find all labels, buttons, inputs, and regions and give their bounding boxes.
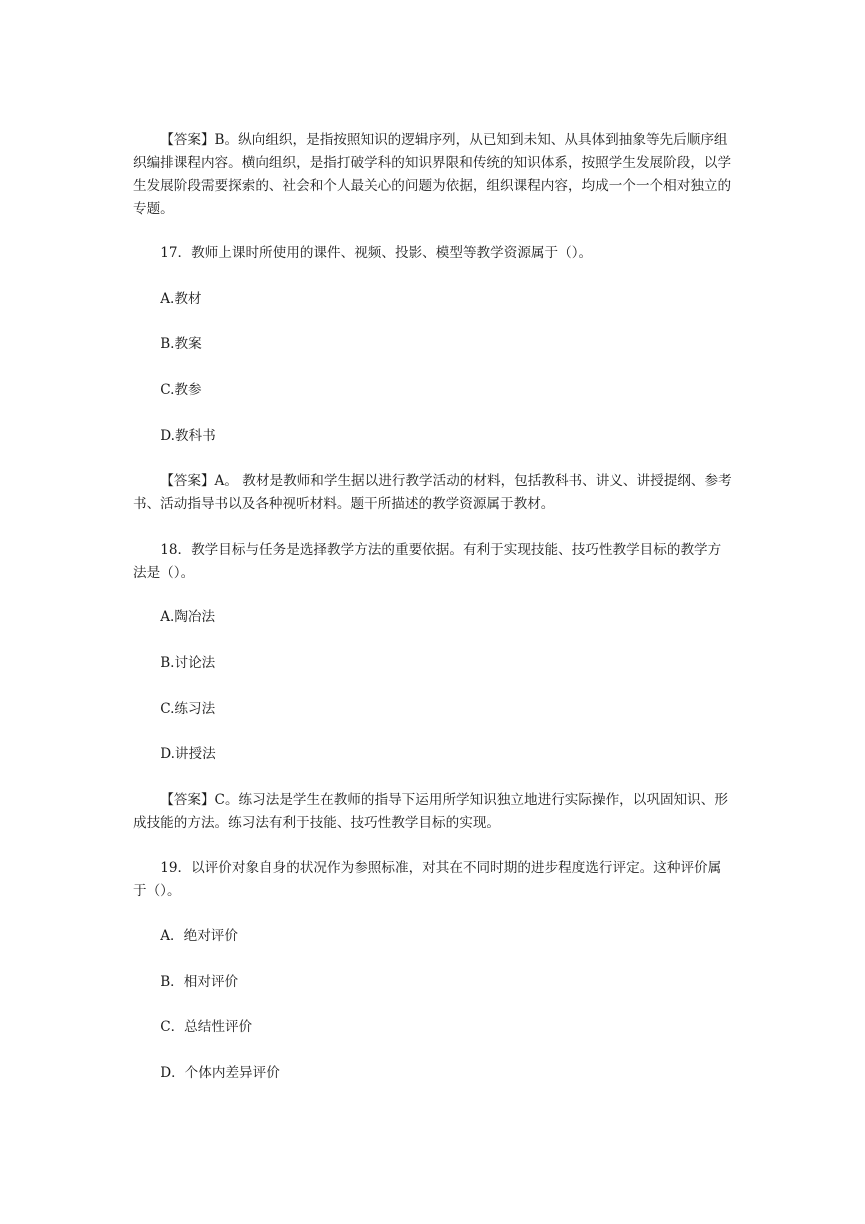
question-17-option-b: B.教案 bbox=[160, 336, 202, 352]
question-19-option-c: C．总结性评价 bbox=[160, 1019, 253, 1035]
answer-18-explanation: 【答案】C。练习法是学生在教师的指导下运用所学知识独立地进行实际操作，以巩固知识、形成技能的方法。练习法有利于技能、技巧性教学目标的实现。 bbox=[133, 792, 728, 831]
question-18-option-a: A.陶冶法 bbox=[160, 609, 216, 625]
question-18-option-d: D.讲授法 bbox=[160, 746, 216, 762]
question-19-option-b: B．相对评价 bbox=[160, 974, 239, 990]
question-19-option-d: D．个体内差异评价 bbox=[160, 1065, 280, 1081]
answer-17-explanation: 【答案】A。 教材是教师和学生据以进行教学活动的材料，包括教科书、讲义、讲授提纲、参考书、活动指导书以及各种视听材料。题干所描述的教学资源属于教材。 bbox=[133, 473, 732, 512]
question-19: 19．以评价对象自身的状况作为参照标准，对其在不同时期的进步程度选行评定。这种评价属于（）。 bbox=[133, 860, 722, 899]
question-17: 17．教师上课时所使用的课件、视频、投影、模型等教学资源属于（）。 bbox=[160, 245, 593, 261]
question-17-option-d: D.教科书 bbox=[160, 428, 216, 444]
question-17-option-a: A.教材 bbox=[160, 291, 202, 307]
question-18-option-c: C.练习法 bbox=[160, 701, 216, 717]
answer-16-explanation: 【答案】B。纵向组织，是指按照知识的逻辑序列，从已知到未知、从具体到抽象等先后顺序组织编排课程内容。横向组织，是指打破学科的知识界限和传统的知识体系，按照学生发展阶段，以学生发展阶段需要探索的、社会和个人最关心的问题为依据，组织课程内容，均成一个一个相对独立的专题。 bbox=[133, 132, 732, 217]
question-17-option-c: C.教参 bbox=[160, 382, 202, 398]
question-18: 18．教学目标与任务是选择教学方法的重要依据。有利于实现技能、技巧性教学目标的教学方法是（）。 bbox=[133, 542, 722, 581]
question-19-option-a: A．绝对评价 bbox=[160, 928, 238, 944]
question-18-option-b: B.讨论法 bbox=[160, 655, 216, 671]
